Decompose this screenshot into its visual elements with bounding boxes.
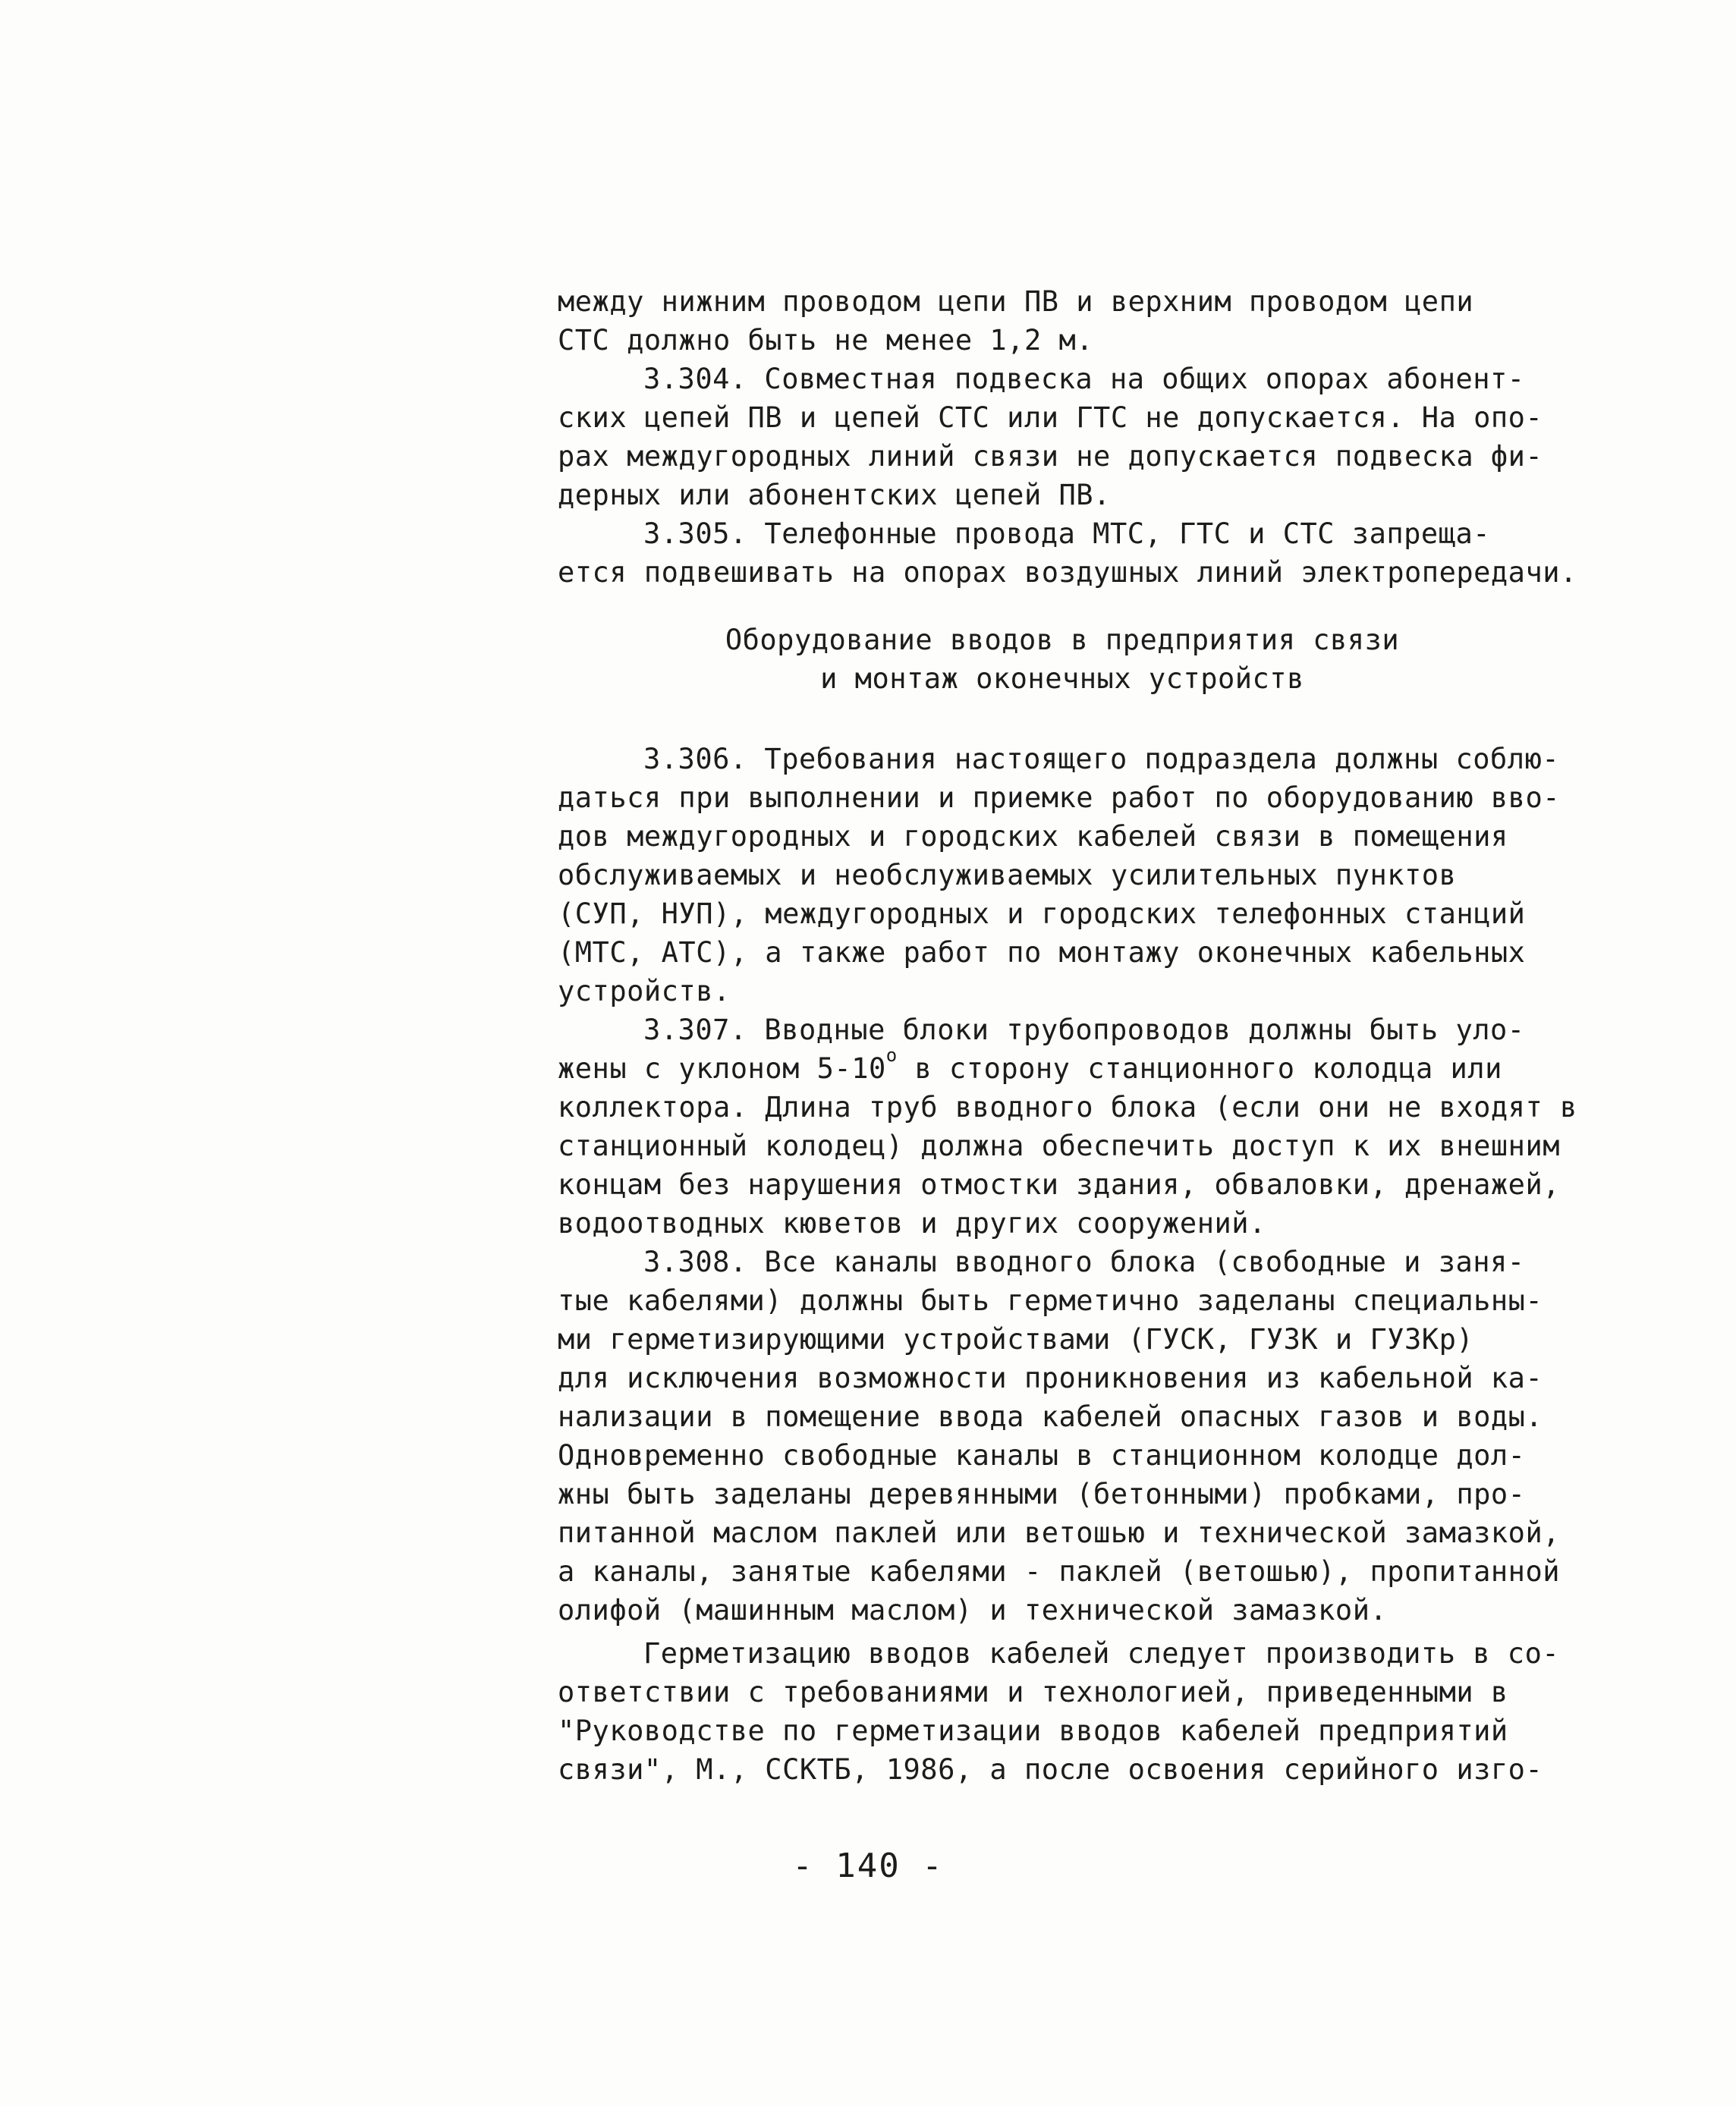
text-fragment: жены с уклоном 5-10	[558, 1052, 886, 1085]
text-fragment: в сторону станционного колодца или	[897, 1052, 1502, 1085]
text-line: концам без нарушения отмостки здания, обваловки, дренажей,	[558, 1168, 1561, 1201]
text-line: 3.308. Все каналы вводного блока (свободные и заня-	[643, 1246, 1525, 1278]
text-line: нализации в помещение ввода кабелей опасных газов и воды.	[558, 1400, 1543, 1433]
text-line: "Руководстве по герметизации вводов кабелей предприятий	[558, 1715, 1508, 1747]
text-line: обслуживаемых и необслуживаемых усилительных пунктов	[558, 859, 1457, 891]
text-line: а каналы, занятые кабелями - паклей (ветошью), пропитанной	[558, 1555, 1561, 1588]
text-line: ских цепей ПВ и цепей СТС или ГТС не допускается. На опо-	[558, 401, 1543, 434]
text-line: ми герметизирующими устройствами (ГУСК, ГУЗК и ГУЗКр)	[558, 1323, 1474, 1356]
degree-mark: о	[885, 1045, 898, 1066]
text-line: (МТС, АТС), а также работ по монтажу оконечных кабельных	[558, 936, 1526, 969]
text-line: рах междугородных линий связи не допускается подвеска фи-	[558, 440, 1543, 473]
paragraph-block-top	[558, 282, 1577, 592]
text-line: питанной маслом паклей или ветошью и технической замазкой,	[558, 1517, 1561, 1549]
text-line: 3.307. Вводные блоки трубопроводов должны быть уло-	[643, 1014, 1525, 1046]
text-line: 3.306. Требования настоящего подраздела должны соблю-	[643, 743, 1560, 775]
text-line: СТС должно быть не менее 1,2 м.	[558, 324, 1094, 357]
text-line-with-degree	[558, 1045, 1567, 1088]
text-line: 3.304. Совместная подвеска на общих опорах абонент-	[643, 363, 1525, 395]
text-line: станционный колодец) должна обеспечить доступ к их внешним	[558, 1130, 1561, 1162]
text-line: ответствии с требованиями и технологией, приведенными в	[558, 1676, 1508, 1708]
text-line: ется подвешивать на опорах воздушных линий электропередачи.	[558, 556, 1577, 589]
text-line: 3.305. Телефонные провода МТС, ГТС и СТС запреща-	[643, 517, 1491, 550]
text-line: Герметизацию вводов кабелей следует производить в со-	[643, 1637, 1560, 1670]
page-number: - 140 -	[792, 1847, 944, 1885]
section-heading-line1: Оборудование вводов в предприятия связи	[725, 624, 1400, 656]
text-line: устройств.	[558, 975, 731, 1007]
text-line: дерных или абонентских цепей ПВ.	[558, 479, 1111, 511]
section-heading-line2: и монтаж оконечных устройств	[820, 662, 1304, 695]
text-line: коллектора. Длина труб вводного блока (если они не входят в	[558, 1091, 1577, 1124]
text-line: водоотводных кюветов и других сооружений.	[558, 1207, 1266, 1240]
text-line: Одновременно свободные каналы в станционном колодце дол-	[558, 1439, 1526, 1472]
text-line: тые кабелями) должны быть герметично заделаны специальны-	[558, 1284, 1543, 1317]
text-line: дов междугородных и городских кабелей связи в помещения	[558, 820, 1508, 853]
text-line: между нижним проводом цепи ПВ и верхним проводом цепи	[558, 285, 1474, 318]
text-line: связи", М., ССКТБ, 1986, а после освоения серийного изго-	[558, 1753, 1543, 1786]
text-line: олифой (машинным маслом) и технической замазкой.	[558, 1594, 1388, 1627]
text-line: (СУП, НУП), междугородных и городских телефонных станций	[558, 897, 1526, 930]
text-line: даться при выполнении и приемке работ по оборудованию вво-	[558, 781, 1561, 814]
text-line: жны быть заделаны деревянными (бетонными) пробками, про-	[558, 1478, 1526, 1510]
text-line: для исключения возможности проникновения из кабельной ка-	[558, 1362, 1543, 1394]
paragraph-block-main	[558, 740, 1577, 1789]
